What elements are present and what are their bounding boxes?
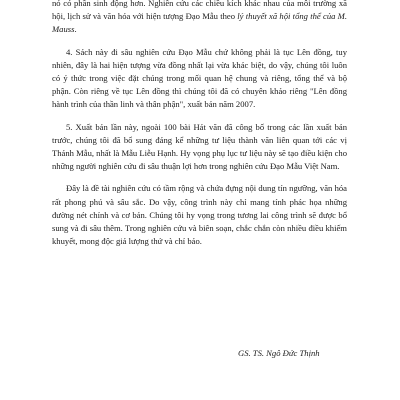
paragraph-5: 5. Xuất bản lần này, ngoài 100 bài Hát văn đã công bố trong các lần xuất bản trước, chúng tôi đã bổ sung đáng kể những tư liệu thành văn liên quan tới các vị Thánh Mẫu, nhất là Mẫu Liễu Hạnh. Hy vọng phụ lục tư liệu này sẽ tạo điều kiện cho những người nghiên cứu đi sâu thuận lợi hơn trong nghiên cứu Đạo Mẫu Việt Nam. (52, 121, 347, 172)
paragraph-continued-end: . (74, 24, 77, 35)
body-text (52, 0, 347, 248)
paragraph-continued (52, 0, 347, 37)
author-signature: GS. TS. Ngô Đức Thịnh (238, 348, 320, 358)
paragraph-closing: Đây là đề tài nghiên cứu có tầm rộng và chứa đựng nội dung tín ngưỡng, văn hóa rất phong phú và sâu sắc. Do vậy, công trình này chỉ mang tính phác họa những đường nét chính và cơ bản. Chúng tôi hy vọng trong tương lai công trình sẽ được bổ sung và đi sâu thêm. Trong nghiên cứu và biên soạn, chắc chắn còn nhiều điều khiếm khuyết, mong độc giả lượng thứ và chỉ bảo. (52, 183, 347, 247)
paragraph-4: 4. Sách này đi sâu nghiên cứu Đạo Mẫu chứ không phải là tục Lên đồng, tuy nhiên, đây là hai hiện tượng vừa đồng nhất lại vừa khác biệt, do vậy, chúng tôi luôn có ý thức trong việc đặt chúng trong mối quan hệ chung và riêng, tổng thể và bộ phận. Còn riêng về tục Lên đồng thì chúng tôi đã có chuyên khảo riêng "Lên đồng hành trình của thần linh và thân phận", xuất bản năm 2007. (52, 46, 347, 110)
italic-theory-name: lý thuyết xã hội tổng thể của M. Mauss (52, 11, 347, 35)
paragraph-continued-text: nó có phần sinh động hơn. Nghiên cứu các chiều kích khác nhau của môi trường xã hội, lịch sử và văn hóa với hiện tượng Đạo Mẫu theo (52, 0, 347, 22)
